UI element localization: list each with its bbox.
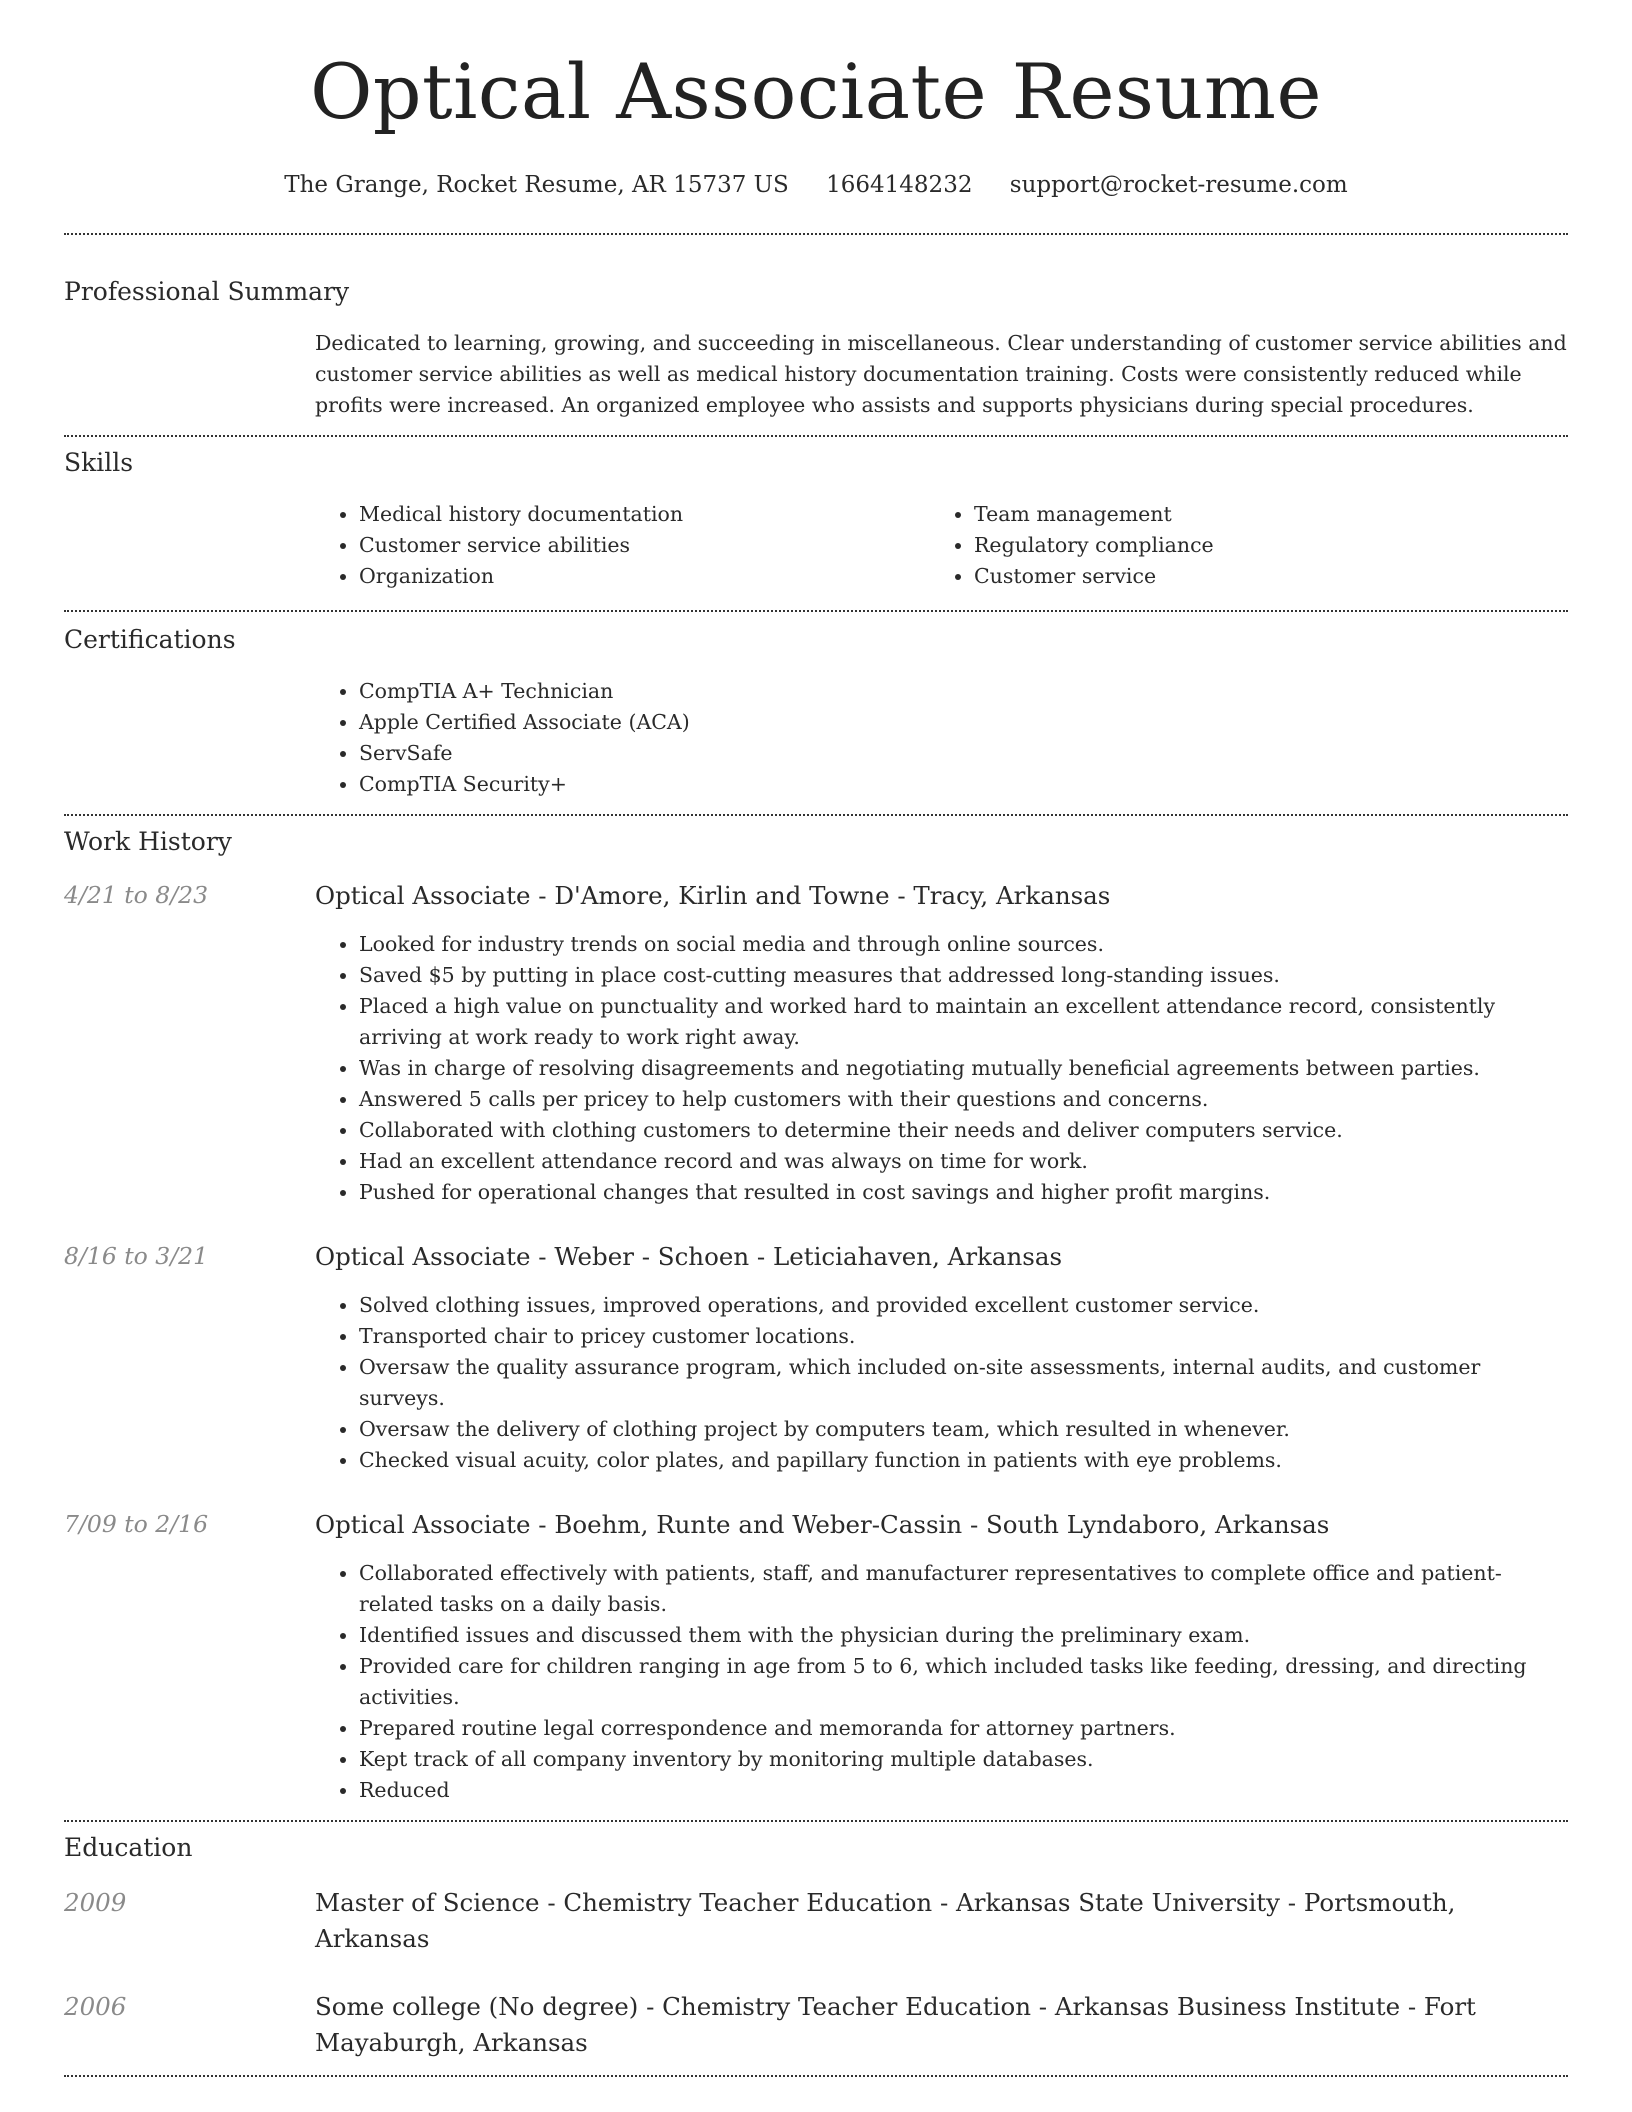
job-title: Optical Associate - Weber - Schoen - Leticiahaven, Arkansas	[315, 1242, 1063, 1272]
page-title: Optical Associate Resume	[310, 47, 1322, 136]
skills-grid	[315, 499, 1568, 592]
job-bullet: • Solved clothing issues, improved operations, and provided excellent customer service.	[359, 1290, 1568, 1321]
skills-list-left	[315, 499, 930, 592]
job-bullet: • Identified issues and discussed them with the physician during the preliminary exam.	[359, 1620, 1568, 1651]
education-year: 2006	[64, 1992, 127, 2022]
summary-heading: Professional Summary	[64, 277, 350, 307]
certifications-section	[64, 612, 1568, 800]
skills-section	[64, 437, 1568, 592]
job-bullet: • Collaborated with clothing customers to determine their needs and deliver computers service.	[359, 1115, 1568, 1146]
job-bullet: • Oversaw the quality assurance program, which included on-site assessments, internal audits, and customer surveys.	[359, 1352, 1568, 1414]
job-dates: 7/09 to 2/16	[64, 1510, 209, 1539]
skill-item: • Customer service abilities	[359, 530, 930, 561]
job-title: Optical Associate - Boehm, Runte and Weber-Cassin - South Lyndaboro, Arkansas	[315, 1510, 1330, 1540]
certification-item: • Apple Certified Associate (ACA)	[359, 707, 1568, 738]
job-bullet: • Collaborated effectively with patients, staff, and manufacturer representatives to complete office and patient-related tasks on a daily basis.	[359, 1558, 1568, 1620]
contact-email: support@rocket-resume.com	[1009, 171, 1348, 198]
job-bullet: • Prepared routine legal correspondence and memoranda for attorney partners.	[359, 1713, 1568, 1744]
certification-item: • CompTIA Security+	[359, 769, 1568, 800]
job-bullet: • Kept track of all company inventory by monitoring multiple databases.	[359, 1744, 1568, 1775]
education-heading: Education	[64, 1833, 193, 1863]
job-bullet: • Answered 5 calls per pricey to help customers with their questions and concerns.	[359, 1084, 1568, 1115]
certifications-heading: Certifications	[64, 625, 236, 655]
work-section	[64, 816, 1568, 1806]
job-bullet: • Reduced	[359, 1775, 1568, 1806]
skill-item: • Regulatory compliance	[974, 530, 1545, 561]
contact-address: The Grange, Rocket Resume, AR 15737 US	[284, 171, 789, 198]
job-entry	[64, 1509, 1568, 1806]
certification-item: • CompTIA A+ Technician	[359, 676, 1568, 707]
job-bullet: • Oversaw the delivery of clothing project by computers team, which resulted in whenever.	[359, 1414, 1568, 1445]
job-entry	[64, 880, 1568, 1208]
job-bullet: • Transported chair to pricey customer locations.	[359, 1321, 1568, 1352]
certification-item: • ServSafe	[359, 738, 1568, 769]
skill-item: • Team management	[974, 499, 1545, 530]
summary-text: Dedicated to learning, growing, and succeeding in miscellaneous. Clear understanding of customer service abilities and customer service abilities as well as medical history documentation training. Costs were consistently reduced while profits were increased. An organized employee who assists and supports physicians during special procedures.	[315, 331, 1567, 418]
skill-item: • Organization	[359, 561, 930, 592]
certifications-list	[315, 676, 1568, 800]
contact-phone: 1664148232	[826, 171, 973, 198]
education-details: Some college (No degree) - Chemistry Teacher Education - Arkansas Business Institute - Fort Mayaburgh, Arkansas	[315, 1992, 1476, 2058]
job-bullet: • Checked visual acuity, color plates, and papillary function in patients with eye problems.	[359, 1445, 1568, 1476]
skill-item: • Customer service	[974, 561, 1545, 592]
job-bullets	[315, 929, 1568, 1208]
skills-heading: Skills	[64, 448, 134, 478]
education-entry	[64, 1885, 1568, 1957]
job-entry	[64, 1241, 1568, 1476]
education-entry	[64, 1989, 1568, 2061]
divider	[64, 2075, 1568, 2077]
summary-section	[64, 235, 1568, 421]
job-bullet: • Saved $5 by putting in place cost-cutting measures that addressed long-standing issues.	[359, 960, 1568, 991]
skills-list-right	[930, 499, 1545, 592]
job-bullet: • Provided care for children ranging in age from 5 to 6, which included tasks like feeding, dressing, and directing activities.	[359, 1651, 1568, 1713]
job-bullet: • Was in charge of resolving disagreements and negotiating mutually beneficial agreements between parties.	[359, 1053, 1568, 1084]
job-bullets	[315, 1558, 1568, 1806]
work-heading: Work History	[64, 827, 232, 857]
skill-item: • Medical history documentation	[359, 499, 930, 530]
job-bullet: • Had an excellent attendance record and was always on time for work.	[359, 1146, 1568, 1177]
job-bullet: • Placed a high value on punctuality and worked hard to maintain an excellent attendance record, consistently arriving at work ready to work right away.	[359, 991, 1568, 1053]
job-bullets	[315, 1290, 1568, 1476]
job-dates: 4/21 to 8/23	[64, 881, 209, 910]
job-dates: 8/16 to 3/21	[64, 1242, 209, 1271]
contact-line	[64, 172, 1568, 200]
job-bullet: • Pushed for operational changes that resulted in cost savings and higher profit margins.	[359, 1177, 1568, 1208]
education-section	[64, 1822, 1568, 2061]
education-year: 2009	[64, 1888, 127, 1918]
education-details: Master of Science - Chemistry Teacher Education - Arkansas State University - Portsmouth, Arkansas	[315, 1888, 1456, 1954]
job-title: Optical Associate - D'Amore, Kirlin and Towne - Tracy, Arkansas	[315, 881, 1111, 911]
job-bullet: • Looked for industry trends on social media and through online sources.	[359, 929, 1568, 960]
